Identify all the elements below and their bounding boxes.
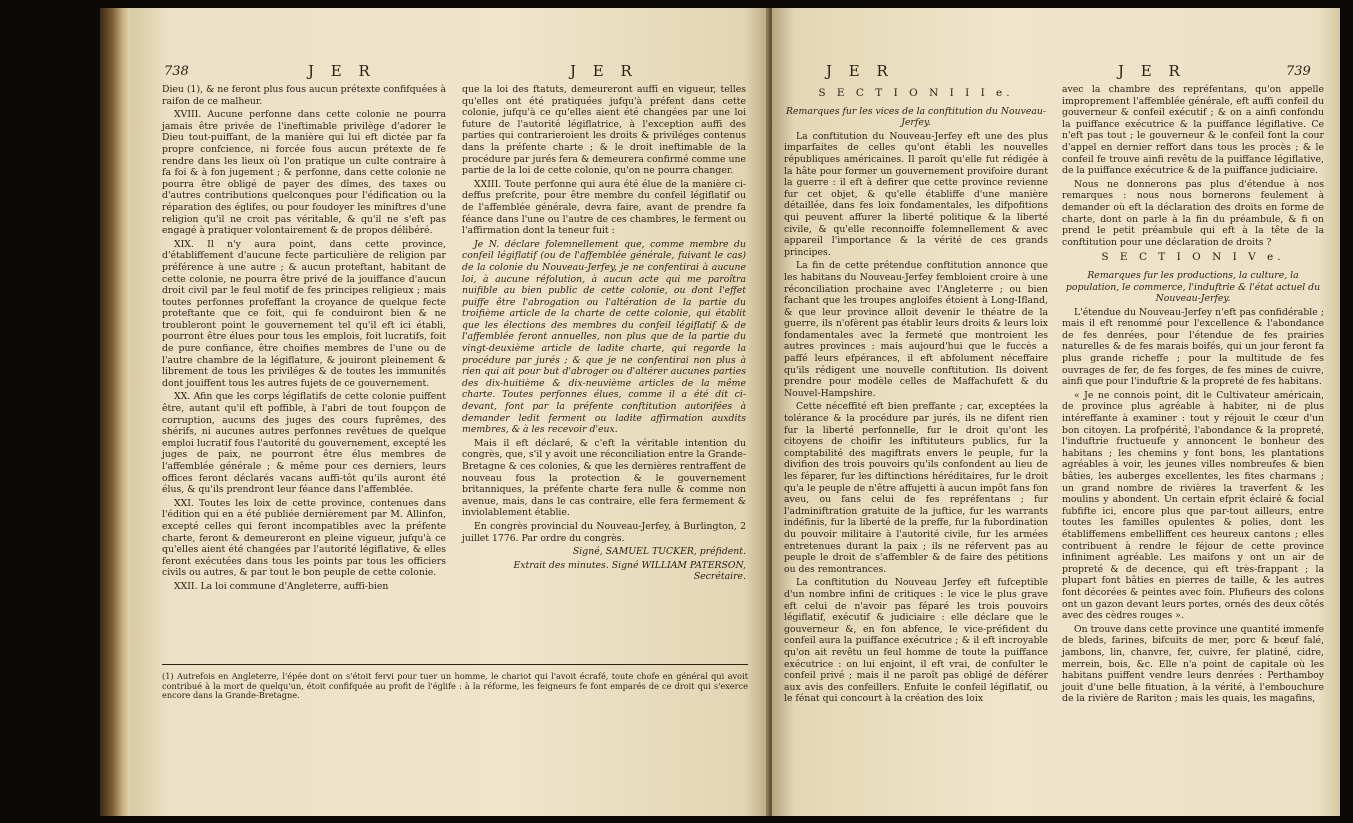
running-head: J E R [1118,62,1186,80]
paragraph: En congrès provincial du Nouveau-Jerfey, à Burlington, 2 juillet 1776. Par ordre du congrès. [462,520,746,544]
paragraph: Dieu (1), & ne feront plus fous aucun prétexte confifquées à raifon de ce malheur. [162,84,446,107]
text-column-right [1062,84,1324,707]
paragraph: Mais il eft déclaré, & c'eft la véritable intention du congrès, que, s'il y avoit une réconciliation entre la Grande-Bretagne & ces colonies, & que les dernières rentraffent de nouveau fous la protection & le gouvernement britanniques, la préfente charte fera nulle & comme non avenue, mais, dans le cas contraire, elle fera fermement & inviolablement établie. [462,437,746,519]
left-page [130,8,770,816]
section-subtitle: Remarques fur les productions, la culture, la population, le commerce, l'induftrie & l'état actuel du Nouveau-Jerfey. [1065,269,1321,305]
paragraph: La conftitution du Nouveau-Jerfey eft une des plus imparfaites de celles qu'ont établi les nouvelles républiques américaines. Il paroît qu'elle fut rédigée à la hâte pour former un gouvernement provifoire durant la guerre : il eft à defirer que cette province revienne fur cet objet, & qu'elle établiffe d'une manière détaillée, dans fes loix fondamentales, les difpofitions qui peuvent affurer la liberté politique & la liberté civile, & qu'elle reconnoiffe folemnellement & avec appareil l'importance & la vérité de ces grands principes. [784,130,1048,258]
page-number-right: 739 [1286,64,1311,79]
paragraph: « Je ne connois point, dit le Cultivateur américain, de province plus agréable à habiter, ni de plus intéreffante à examiner : tout y réjouit le cœur d'un bon citoyen. La profpérité, l'abondance & la propreté, l'induftrie fructueufe y annoncent le bonheur des habitans ; les chemins y font bons, les plantations agréables à voir, les jeunes villes nombreufes & bien bâties, les auberges excellentes, les fites charmans ; un grand nombre de rivières la traverfent & les moulins y abondent. Un certain efprit éclairé & focial fubfifte ici, encore plus que par-tout ailleurs, entre toutes les familles opulentes & polies, dont les établiffemens embelliffent ces heureux cantons ; elles contribuent à rendre le féjour de cette province infiniment agréable. Les maifons y ont un air de propreté & de decence, qui eft très-frappant ; la plupart font bâties en pierres de taille, & les autres font décorées & peintes avec foin. Plufieurs des colons ont un gazon devant leurs portes, ornés des deux côtés avec des cèdres rouges ». [1062,389,1324,622]
running-head: J E R [570,62,638,80]
signature-line: Signé, SAMUEL TUCKER, préfident. [572,546,746,558]
paragraph: avec la chambre des repréfentans, qu'on appelle improprement l'affemblée générale, eft auffi confeil du gouverneur & confeil exécutif ; & on a ainfi confondu la puiffance exécutrice & la puiffance légiflative. Ce n'eft pas tout ; le gouverneur & le confeil font la cour d'appel en dernier reffort dans tous les procès ; & le confeil fe trouve ainfi revêtu de la puiffance légiflative, de la puiffance exécutrice & de la puiffance judiciaire. [1062,84,1324,177]
paragraph: que la loi des ftatuts, demeureront auffi en vigueur, telles qu'elles ont été pratiquées jufqu'à préfent dans cette colonie, jufqu'à ce qu'elles aient été changées par une loi future de l'autorité légiflatrice, à l'exception auffi des parties qui contrarieroient les droits & priviléges contenus dans la préfente charte ; & le droit ineftimable de la procédure par jurés fera & demeurera confirmé comme une partie de la loi de cette colonie, qu'on ne pourra changer. [462,84,746,177]
paragraph: Nous ne donnerons pas plus d'étendue à nos remarques : nous nous bornerons feulement à demander où eft la déclaration des droits en forme de charte, dont on parle à la fin du préambule, & fi on prend le petit préambule qui eft à la tête de la conftitution pour une déclaration de droits ? [1062,178,1324,248]
section-heading: S E C T I O N I V e. [1101,251,1285,264]
section-subtitle: Remarques fur les vices de la conftitution du Nouveau-Jerfey. [786,105,1046,129]
extract-line: Extrait des minutes. Signé WILLIAM PATERSON, Secrétaire. [513,559,746,583]
running-head: J E R [826,62,894,80]
paragraph: La fin de cette prétendue conftitution annonce que les habitans du Nouveau-Jerfey fembloient croire à une réconciliation prochaine avec l'Angleterre ; ou bien fachant que les troupes angloifes étoient à Long-Ifland, & que leur province alloit devenir le théatre de la guerre, ils n'ofèrent pas établir leurs droits & leurs loix fondamentales avec la fermeté que montroient les autres provinces : mais aujourd'hui que le fuccès a paffé leurs efpérances, il eft abfolument néceffaire qu'ils rédigent une nouvelle conftitution. Ils doivent prendre pour modèle celles de Maffachufett & du Nouvel-Hampshire. [784,260,1048,399]
right-page [772,8,1340,816]
footnote-rule [162,664,748,665]
paragraph: XVIII. Aucune perfonne dans cette colonie ne pourra jamais être privée de l'ineftimable privilège d'adorer le Dieu tout-puiffant, de la manière qui lui eft dictée par fa propre confcience, ni forcée fous aucun prétexte de fe rendre dans les lieux où l'on pratique un culte contraire à fa foi & à fon jugement ; & perfonne, dans cette colonie ne pourra être obligé de payer des dîmes, des taxes ou d'autres contributions quelconques pour l'édification ou la réparation des églifes, ou pour foudoyer les miniftres d'une religion qu'il ne croit pas véritable, & qu'il ne s'eft pas engagé à pratiquer volontairement & de propos délibéré. [162,109,446,237]
paragraph: Cette néceffité eft bien preffante ; car, exceptées la tolérance & la procédure par jurés, ils ne difent rien fur la liberté perfonnelle, fur le droit qu'ont les citoyens de choifir les inftituteurs publics, fur la comptabilité des magiftrats envers le peuple, fur la divifion des trois pouvoirs qu'ils confondent au lieu de les féparer, fur les diftinctions héréditaires, fur le droit qu'a le peuple de n'être affujetti à aucun impôt fans fon aveu, ou fans celui de fes repréfentans ; fur l'adminiftration gratuite de la juftice, fur les warrants indéfinis, fur la liberté de la preffe, fur la fubordination du pouvoir militaire à l'autorité civile, fur les armées entretenues durant la paix ; ils ne réfervent pas au peuple le droit de s'affembler & de faire des pétitions ou des remontrances. [784,401,1048,575]
paragraph: L'étendue du Nouveau-Jerfey n'eft pas confidérable ; mais il eft renommé pour l'excellence & l'abondance de fes denrées, pour l'étendue de fes prairies naturelles & de fes marais boifés, qui un jour feront fa plus grande richeffe ; pour la multitude de fes ouvrages de fer, de fes forges, de fes mines de cuivre, ainfi que pour l'induftrie & la propreté de fes habitans. [1062,306,1324,388]
text-column-left [784,84,1048,707]
running-head: J E R [308,62,376,80]
footnote: (1) Autrefois en Angleterre, l'épée dont on s'étoit fervi pour tuer un homme, le chariot qui l'avoit écrafé, toute chofe en général qui avoit contribué à la mort de quelqu'un, étoit confifquée au profit de l'églife : à la réforme, les feigneurs fe font emparés de ce droit qui s'exerce encore dans la Grande-Bretagne. [162,671,748,701]
oath-text: Je N. déclare folemnellement que, comme membre du confeil légiflatif (ou de l'affemblée générale, fuivant le cas) de la colonie du Nouveau-Jerfey, je ne confentirai à aucune loi, à aucune réfolution, à aucun acte qui me paroîtra nuifible au bien public de cette colonie, ou dont l'effet puiffe être l'abrogation ou l'altération de la partie du troifième article de la charte de cette colonie, qui établit que les élections des membres du confeil légiflatif & de l'affemblée feront annuelles, non plus que de la partie du vingt-deuxième article de ladite charte, qui regarde la procédure par jurés ; & que je ne confentirai non plus à rien qui ait pour but d'abroger ou d'altérer aucunes parties des dix-huitième & dix-neuvième articles de la même charte. Toutes perfonnes élues, comme il a été dit ci-devant, font par la préfente conftitution autorifées à demander ledit ferment ou ladite affirmation auxdits membres, & à les recevoir d'eux. [462,238,746,436]
open-book [100,8,1340,816]
paragraph: XXIII. Toute perfonne qui aura été élue de la manière ci-deffus prefcrite, pour être membre du confeil légiflatif ou de l'affemblée générale, devra faire, avant de prendre fa féance dans l'une ou l'autre de ces chambres, le ferment ou l'affirmation dont la teneur fuit : [462,178,746,237]
page-number-left: 738 [164,64,189,79]
paragraph: XXI. Toutes les loix de cette province, contenues dans l'édition qui en a été publiée dernièrement par M. Allinfon, excepté celles qui feront incompatibles avec la préfente charte, feront & demeureront en pleine vigueur, jufqu'à ce qu'elles aient été changées par l'autorité légiflative, & elles feront exécutées dans tous les points par tous les officiers civils ou autres, & par tout le bon peuple de cette colonie. [162,497,446,579]
text-column-right [462,84,746,585]
paragraph: XIX. Il n'y aura point, dans cette province, d'établiffement d'aucune fecte particulière de religion par préférence à une autre ; & aucun proteftant, habitant de cette colonie, ne pourra être privé de la jouiffance d'aucun droit civil par le feul motif de fes principes religieux ; mais toutes perfonnes profeffant la croyance de quelque fecte proteftante que ce foit, qui fe conduiront bien & ne troubleront point le gouvernement tel qu'il eft ici établi, pourront être élues pour tous les emplois, foit lucratifs, foit de pure confiance, être choifies membres de l'une ou de l'autre chambre de la légiflature, & jouiront pleinement & librement de tous les priviléges & de toutes les immunités dont jouiffent tous les autres fujets de ce gouvernement. [162,238,446,389]
paragraph: La conftitution du Nouveau Jerfey eft fufceptible d'un nombre infini de critiques : le vice le plus grave eft celui de n'avoir pas féparé les trois pouvoirs légiflatif, exécutif & judiciaire : elle déclare que le gouverneur &, en fon abfence, le vice-préfident du confeil aura la puiffance exécutrice ; & il eft incroyable qu'on ait revêtu un feul homme de toute la puiffance exécutrice : on lui enjoint, il eft vrai, de confulter le confeil privé ; mais il ne paroît pas obligé de déférer aux avis des confeillers. Enfuite le confeil légiflatif, ou le fénat qui concourt à la création des loix [784,577,1048,705]
section-heading: S E C T I O N I I I e. [818,87,1014,99]
paragraph: On trouve dans cette province une quantité immenfe de bleds, farines, bifcuits de mer, porc & bœuf falé, jambons, lin, chanvre, fer, cuivre, fer platiné, cidre, merrein, bois, &c. Elle n'a point de capitale où les habitans puiffent vendre leurs denrées : Perthamboy jouit d'une belle fituation, à la vérité, à l'embouchure de la rivière de Rariton ; mais les quais, les magafins, [1062,623,1324,705]
paragraph: XXII. La loi commune d'Angleterre, auffi-bien [174,580,389,592]
text-column-left [162,84,446,595]
book-edge [100,8,130,816]
paragraph: XX. Afin que les corps légiflatifs de cette colonie puiffent être, autant qu'il eft poffible, à l'abri de tout foupçon de corruption, aucuns des juges des cours fuprêmes, des shérifs, ni aucunes autres perfonnes revêtues de quelque emploi lucratif fous l'autorité du gouvernement, excepté les juges de paix, ne pourront être élus membres de l'affemblée générale ; & même pour ces derniers, leurs offices feront déclarés vacans auffi-tôt qu'ils auront été élus, & qu'ils prendront leur féance dans l'affemblée. [162,391,446,496]
